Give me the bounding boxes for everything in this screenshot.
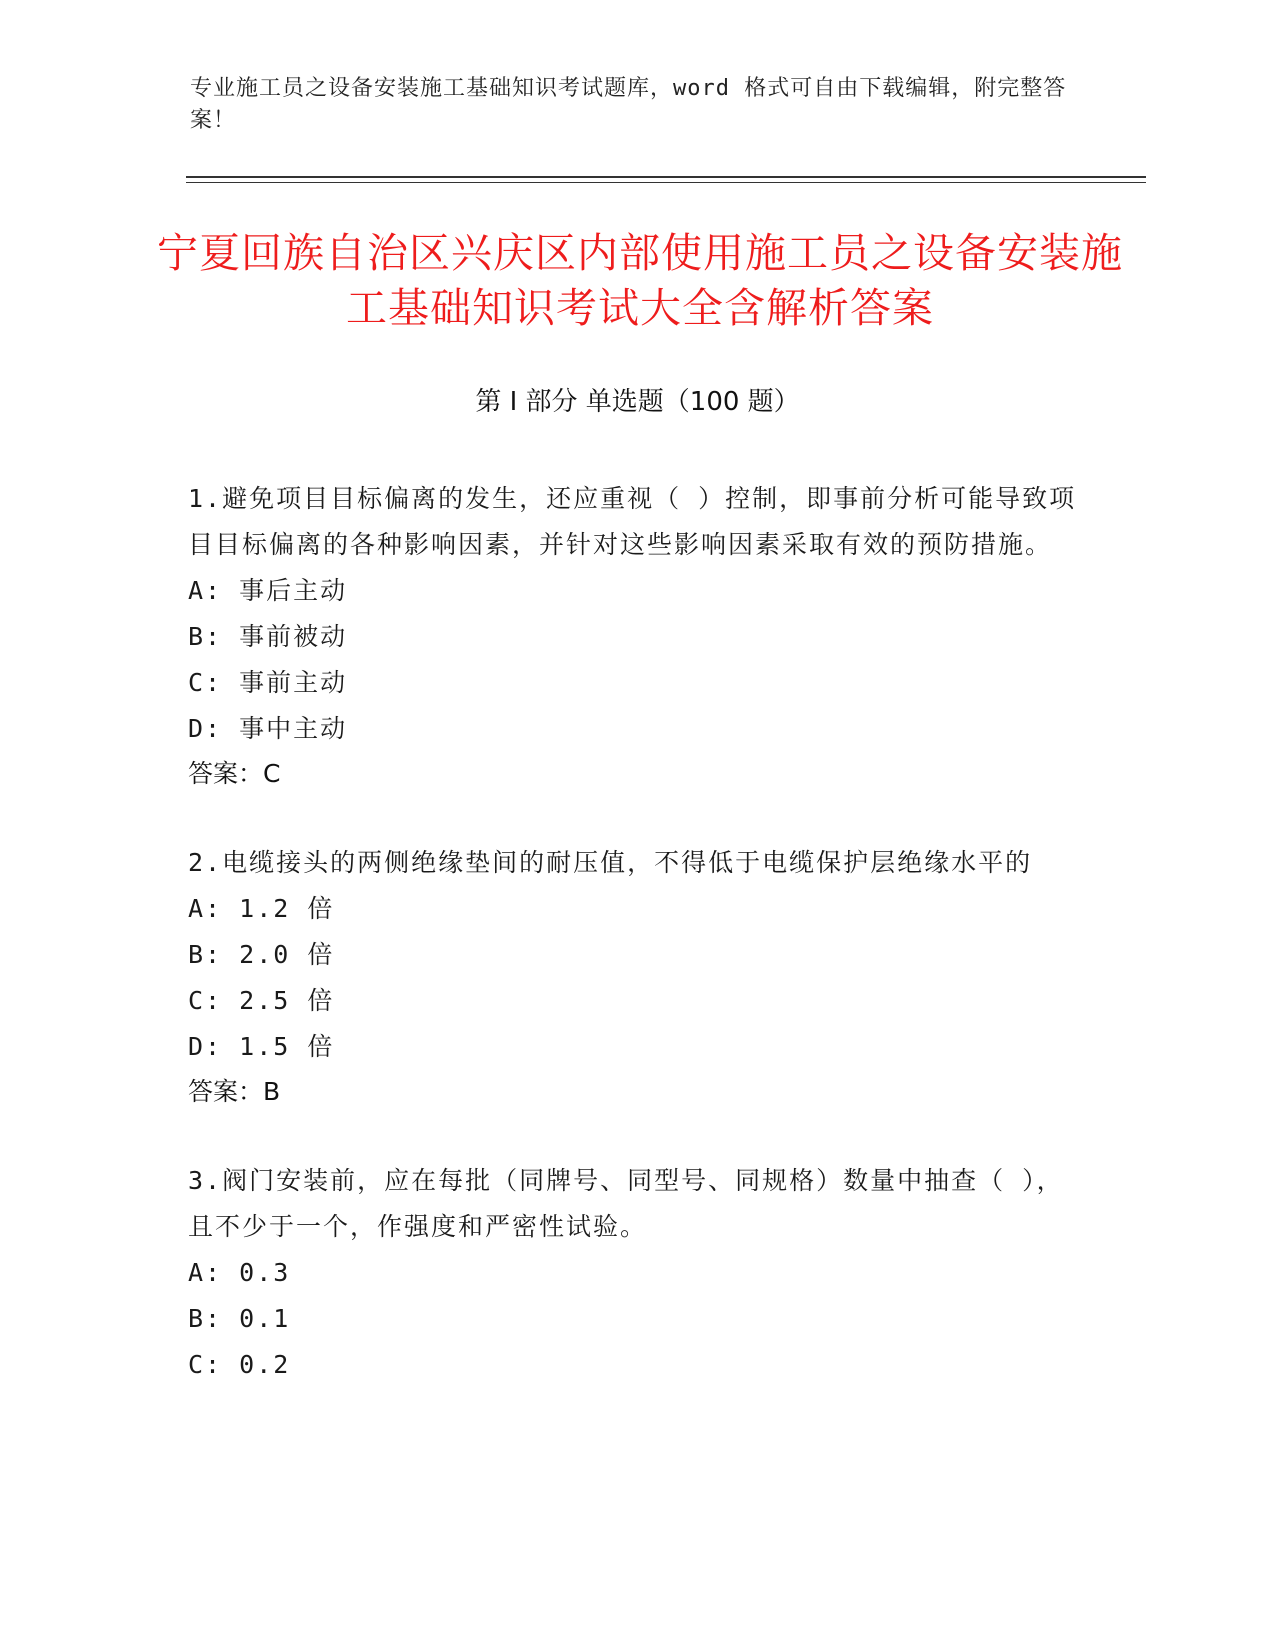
question-3 <box>188 1158 1088 1388</box>
option-b: B: 2.0 倍 <box>188 940 335 969</box>
header-divider-thin <box>186 182 1146 183</box>
section-title: 第 I 部分 单选题（100 题） <box>475 387 800 417</box>
option-b: B: 0.1 <box>188 1304 291 1333</box>
answer-label: 答案：C <box>188 759 281 788</box>
question-stem: 3.阀门安装前，应在每批（同牌号、同型号、同规格）数量中抽查（ ），且不少于一个，作强度和严密性试验。 <box>188 1166 1064 1241</box>
document-title: 宁夏回族自治区兴庆区内部使用施工员之设备安装施工基础知识考试大全含解析答案 <box>157 229 1123 332</box>
question-list <box>188 476 1088 1432</box>
header-divider-thick <box>186 176 1146 178</box>
option-d: D: 1.5 倍 <box>188 1032 335 1061</box>
option-a: A: 1.2 倍 <box>188 894 335 923</box>
question-1 <box>188 476 1088 796</box>
option-c: C: 0.2 <box>188 1350 291 1379</box>
question-2 <box>188 840 1088 1114</box>
question-stem: 2.电缆接头的两侧绝缘垫间的耐压值，不得低于电缆保护层绝缘水平的 <box>188 848 1033 877</box>
option-a: A: 0.3 <box>188 1258 291 1287</box>
option-c: C: 事前主动 <box>188 668 348 697</box>
option-b: B: 事前被动 <box>188 622 348 651</box>
option-a: A: 事后主动 <box>188 576 348 605</box>
question-stem: 1.避免项目目标偏离的发生，还应重视（ ）控制，即事前分析可能导致项目目标偏离的各种影响因素，并针对这些影响因素采取有效的预防措施。 <box>188 484 1077 559</box>
answer-label: 答案：B <box>188 1077 281 1106</box>
option-d: D: 事中主动 <box>188 714 348 743</box>
option-c: C: 2.5 倍 <box>188 986 335 1015</box>
header-note: 专业施工员之设备安装施工基础知识考试题库，word 格式可自由下载编辑，附完整答案！ <box>190 76 1067 133</box>
